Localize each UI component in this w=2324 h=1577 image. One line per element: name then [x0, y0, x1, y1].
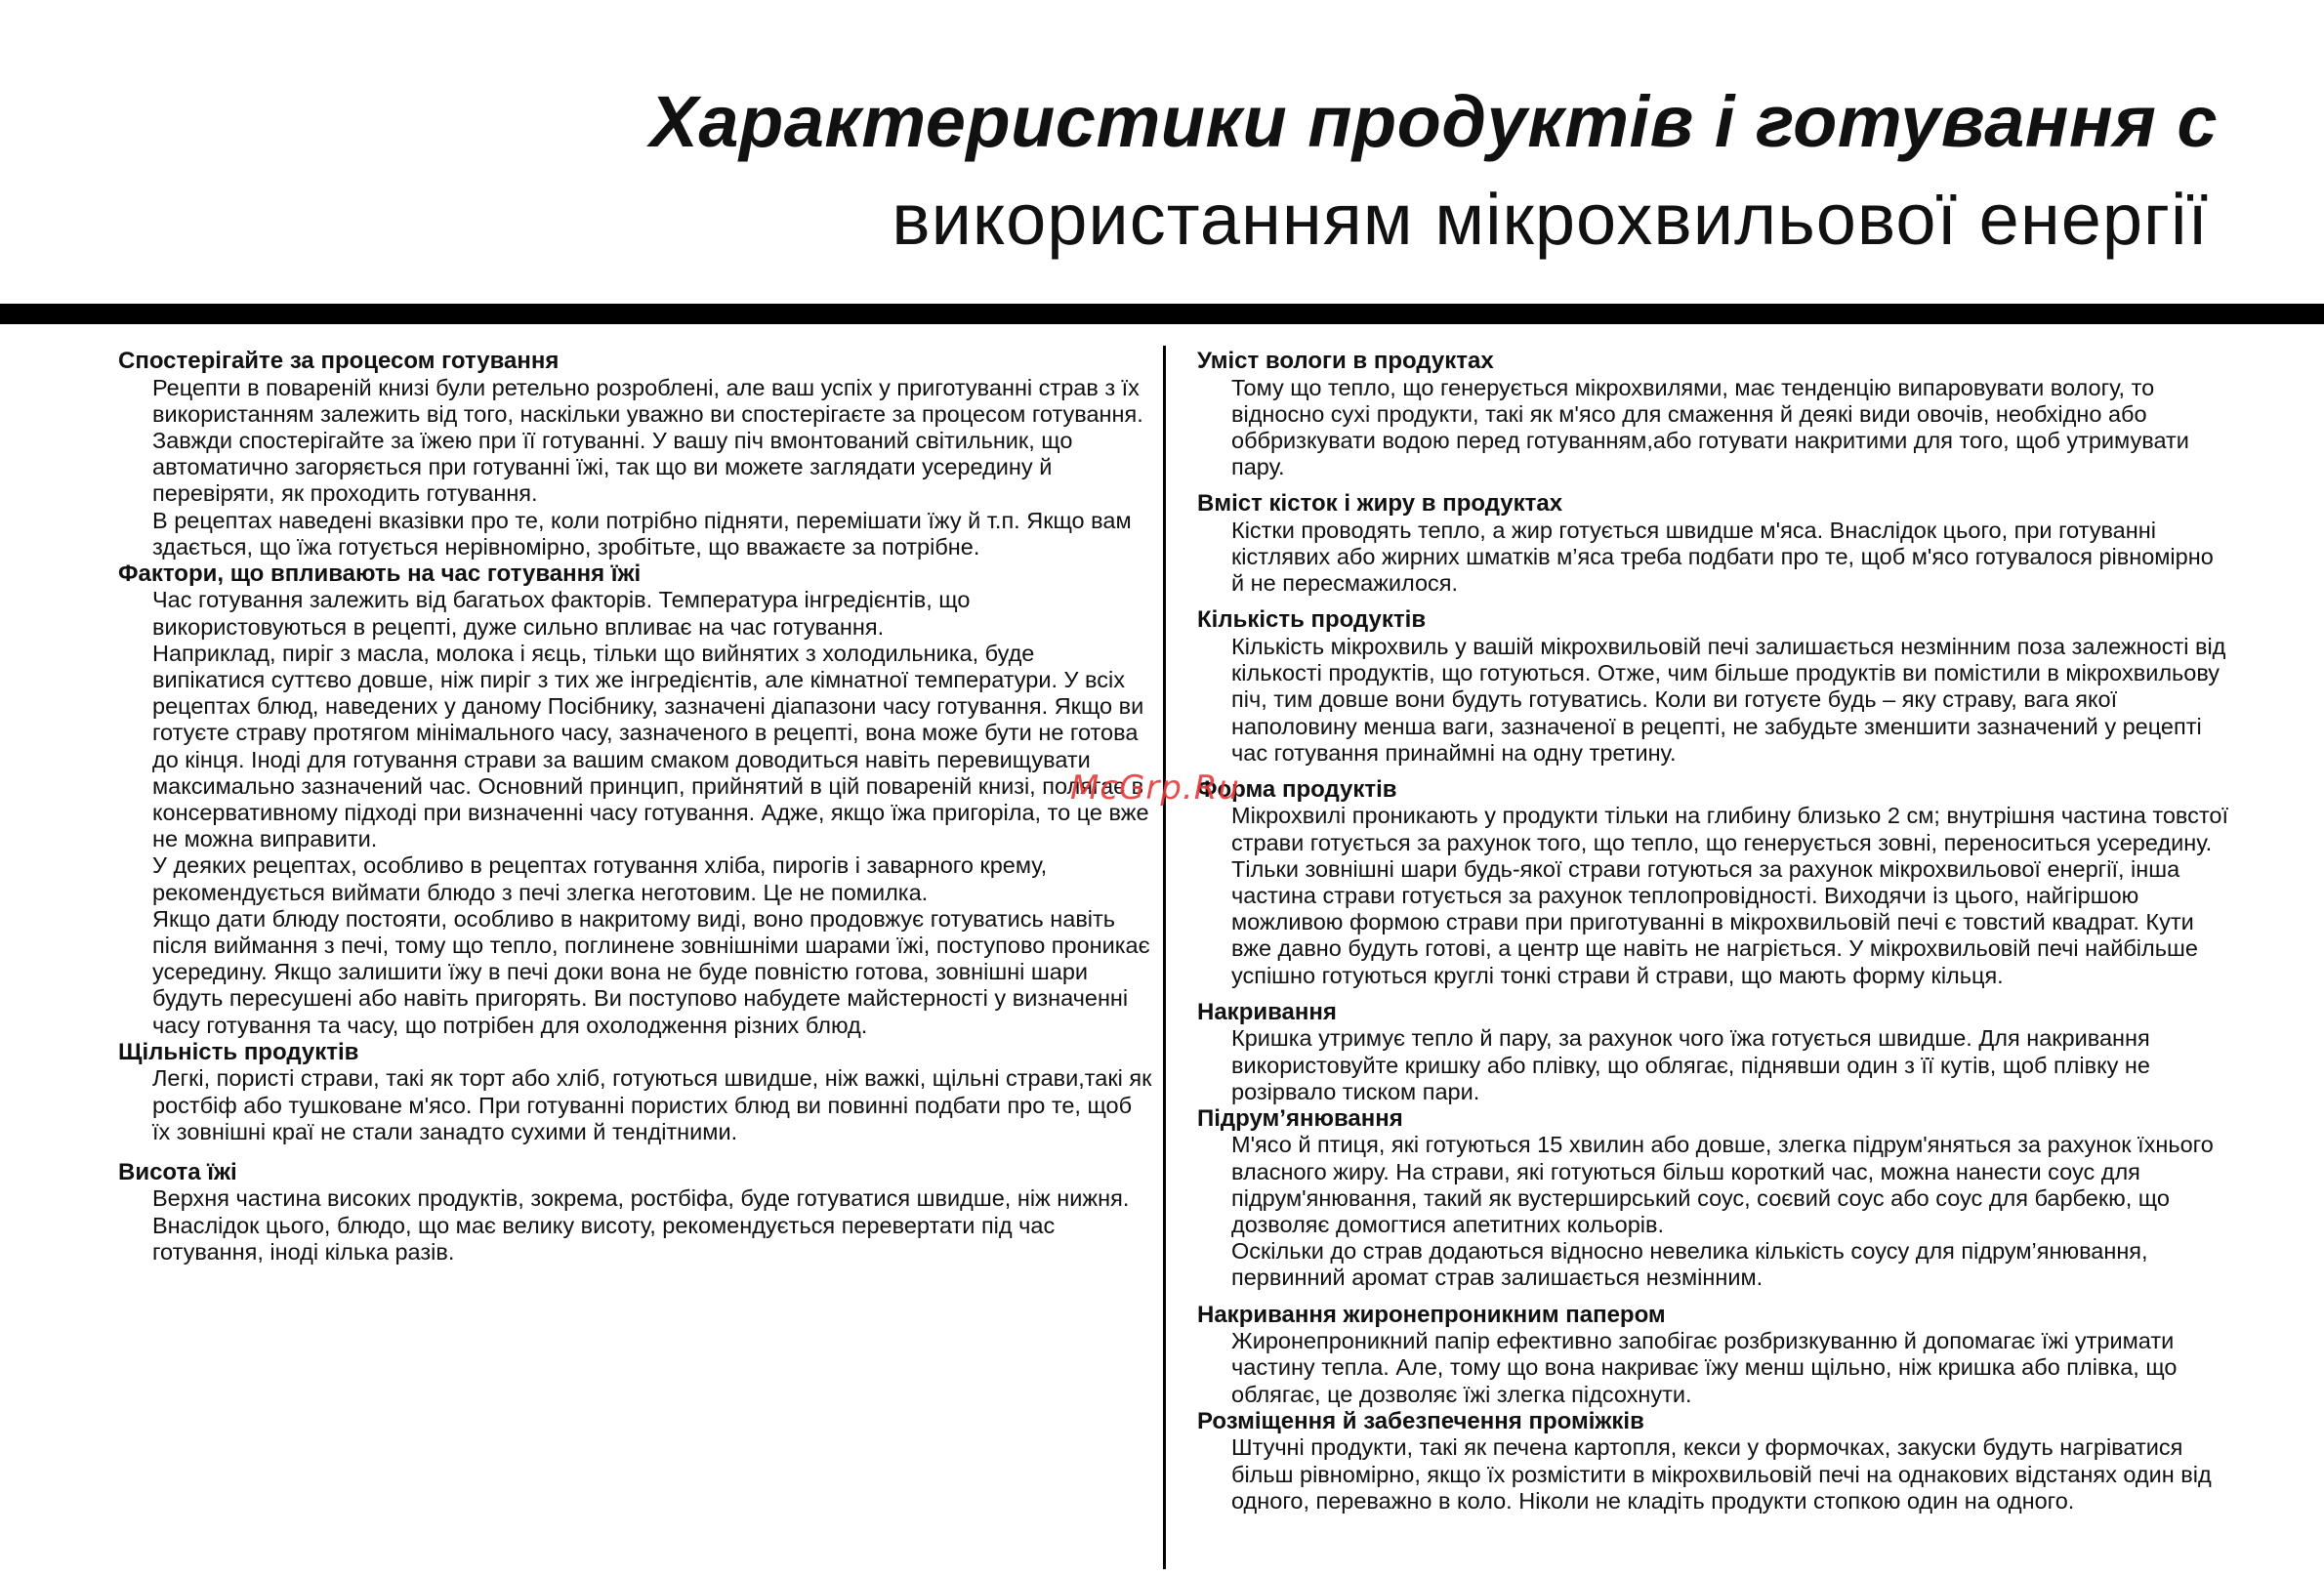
paragraph: Мікрохвилі проникають у продукти тільки на глибину близько 2 см; внутрішня частина товстої страви готується за рахунок того, що тепло, що генерується зовні, переноситься усередину. Тільки зовнішні шари будь-якої страви готуються за рахунок мікрохвильової енергії, інша частина страви готується за рахунок теплопровідності. Виходячи із цього, найгіршою можливою формою страви при приготуванні в мікрохвильовій печі є товстий квадрат. Кути вже давно будуть готові, а центр ще навіть не нагріється. У мікрохвильовій печі найбільше успішно готуються круглі тонкі страви й страви, що мають форму кільця. [1231, 803, 2228, 988]
section-body [1197, 1132, 2232, 1291]
paragraph: Кістки проводять тепло, а жир готується швидше м'яса. Внаслідок цього, при готуванні кістлявих або жирних шматків м’яса треба подбати про те, щоб м'ясо готувалося рівномірно й не пересмажилося. [1231, 517, 2214, 597]
section-body [118, 587, 1153, 1038]
section-heading: Вміст кісток і жиру в продуктах [1197, 490, 1563, 518]
column-divider [1163, 346, 1166, 1569]
paragraph: М'ясо й птиця, які готуються 15 хвилин або довше, злегка підрум'яняться за рахунок їхнього власного жиру. На страви, які готуються більш короткий час, можна нанести соус для підрум'янювання, такий як вустерширський соус, соєвий соус або соус для барбекю, що дозволяє домогтися апетитних кольорів. [1231, 1132, 2214, 1238]
section-body [118, 1185, 1153, 1266]
section-heading: Форма продуктів [1197, 775, 1397, 803]
section-body [1197, 1328, 2232, 1408]
section-heading: Висота їжі [118, 1158, 237, 1185]
paragraph: Штучні продукти, такі як печена картопля, кекси у формочках, закуски будуть нагріватися більш рівномірно, якщо їх розмістити в мікрохвильовій печі на однакових відстанях один від одного, переважно в коло. Ніколи не кладіть продукти стопкою один на одного. [1231, 1434, 2212, 1514]
section-heading: Уміст вологи в продуктах [1197, 348, 1494, 374]
section-heading: Розміщення й забезпечення проміжків [1197, 1407, 1644, 1434]
page-subtitle: використанням мікрохвильової енергії [892, 179, 2209, 260]
section-body [1197, 518, 2232, 598]
paragraph: Час готування залежить від багатьох факторів. Температура інгредієнтів, що використовуються в рецепті, дуже сильно впливає на час готування. [152, 587, 971, 640]
section [1197, 1105, 2232, 1292]
header-rule [0, 304, 2324, 324]
section-heading: Підрум’янювання [1197, 1104, 1403, 1132]
paragraph: Верхня частина високих продуктів, зокрема, ростбіфа, буде готуватися швидше, ніж нижня. Внаслідок цього, блюдо, що має велику висоту, рекомендується перевертати під час готування, іноді кілька разів. [152, 1185, 1130, 1265]
section-heading: Накривання жиронепроникним папером [1197, 1301, 1666, 1328]
section [118, 1159, 1153, 1266]
section [1197, 490, 2232, 597]
section-body [1197, 1025, 2232, 1105]
paragraph: Наприклад, пиріг з масла, молока і яєць, тільки що вийнятих з холодильника, буде випікатися суттєво довше, ніж пиріг з тих же інгредієнтів, але кімнатної температури. У всіх рецептах блюд, наведених у даному Посібнику, зазначені діапазони часу готування. Якщо ви готуєте страву протягом мінімального часу, зазначеного в рецепті, вона може бути не готова до кінця. Іноді для готування страви за вашим смаком доводиться навіть перевищувати максимально зазначений час. Основний принцип, прийнятий в цій повареній книзі, полягає в консервативному підході при визначенні часу готування. Адже, якщо їжа пригоріла, то це вже не можна виправити. [152, 640, 1149, 852]
paragraph: Якщо дати блюду постояти, особливо в накритому виді, воно продовжує готуватись навіть після виймання з печі, тому що тепло, поглинене зовнішніми шарами їжі, поступово проникає усередину. Якщо залишити їжу в печі доки вона не буде повністю готова, зовнішні шари будуть пересушені або навіть пригорять. Ви поступово набудете майстерності у визначенні часу готування та часу, що потрібен для охолодження різних блюд. [152, 905, 1150, 1038]
section-heading: Накривання [1197, 998, 1337, 1025]
section-heading: Спостерігайте за процесом готування [118, 348, 560, 374]
paragraph: Кришка утримує тепло й пару, за рахунок чого їжа готується швидше. Для накривання використовуйте кришку або плівку, що облягає, піднявши один з її кутів, щоб плівку не розірвало тиском пари. [1231, 1025, 2150, 1104]
section-heading: Фактори, що впливають на час готування їжі [118, 560, 642, 587]
paragraph: В рецептах наведені вказівки про те, коли потрібно підняти, перемішати їжу й т.п. Якщо вам здається, що їжа готується нерівномірно, зробітьте, що вважаєте за потрібне. [152, 507, 1132, 560]
section-body [1197, 375, 2232, 481]
section-body [118, 375, 1153, 560]
section-body [1197, 1434, 2232, 1515]
paragraph: Оскільки до страв додаються відносно невелика кількість соусу для підрум’янювання, первинний аромат страв залишається незмінним. [1231, 1238, 2148, 1291]
section [1197, 348, 2232, 480]
paragraph: Кількість мікрохвиль у вашій мікрохвильовій печі залишається незмінним поза залежності від кількості продуктів, що готуються. Отже, чим більше продуктів ви помістили в мікрохвильову піч, тим довше вони будуть готуватись. Коли ви готуєте будь – яку страву, вага якої наполовину менша ваги, зазначеної в рецепті, не забудьте зменшити зазначений у рецепті час готування принаймні на одну третину. [1231, 633, 2226, 766]
paragraph: Жиронепроникний папір ефективно запобігає розбризкуванню й допомагає їжі утримати частину тепла. Але, тому що вона накриває їжу менш щільно, ніж кришка або плівка, що облягає, це дозволяє їжі злегка підсохнути. [1231, 1328, 2178, 1407]
section [118, 1039, 1153, 1145]
left-column [118, 348, 1153, 1266]
section [1197, 999, 2232, 1105]
section [1197, 1408, 2232, 1515]
paragraph: Тому що тепло, що генерується мікрохвилями, має тенденцію випаровувати вологу, то відносно сухі продукти, такі як м'ясо для смаження й деякі види овочів, необхідно або оббризкувати водою перед готуванням,або готувати накритими для того, щоб утримувати пару. [1231, 374, 2189, 480]
paragraph: Рецепти в повареній книзі були ретельно розроблені, але ваш успіх у приготуванні страв з їх використанням залежить від того, наскільки уважно ви спостерігаєте за процесом готування. Завжди спостерігайте за їжею при її готуванні. У вашу піч вмонтований світильник, що автоматично загоряється при готуванні їжі, так що ви можете заглядати усередину й перевіряти, як проходить готування. [152, 374, 1143, 507]
section [118, 560, 1153, 1039]
right-column [1197, 348, 2232, 1515]
section [1197, 606, 2232, 767]
section [1197, 776, 2232, 989]
page-title: Характеристики продуктів і готування с [649, 81, 2218, 162]
section [1197, 1302, 2232, 1408]
paragraph: Легкі, пористі страви, такі як торт або хліб, готуються швидше, ніж важкі, щільні страви,такі як ростбіф або тушковане м'ясо. При готуванні пористих блюд ви повинні подбати про те, щоб їх зовнішні краї не стали занадто сухими й тендітними. [152, 1065, 1152, 1144]
watermark: McGrp.Ru [1070, 768, 1240, 808]
paragraph: У деяких рецептах, особливо в рецептах готування хліба, пирогів і заварного крему, рекомендується виймати блюдо з печі злегка неготовим. Це не помилка. [152, 852, 1048, 905]
section-heading: Кількість продуктів [1197, 606, 1427, 634]
section-body [1197, 803, 2232, 988]
section-body [118, 1065, 1153, 1145]
section [118, 348, 1153, 560]
section-heading: Щільність продуктів [118, 1038, 359, 1065]
section-body [1197, 634, 2232, 767]
